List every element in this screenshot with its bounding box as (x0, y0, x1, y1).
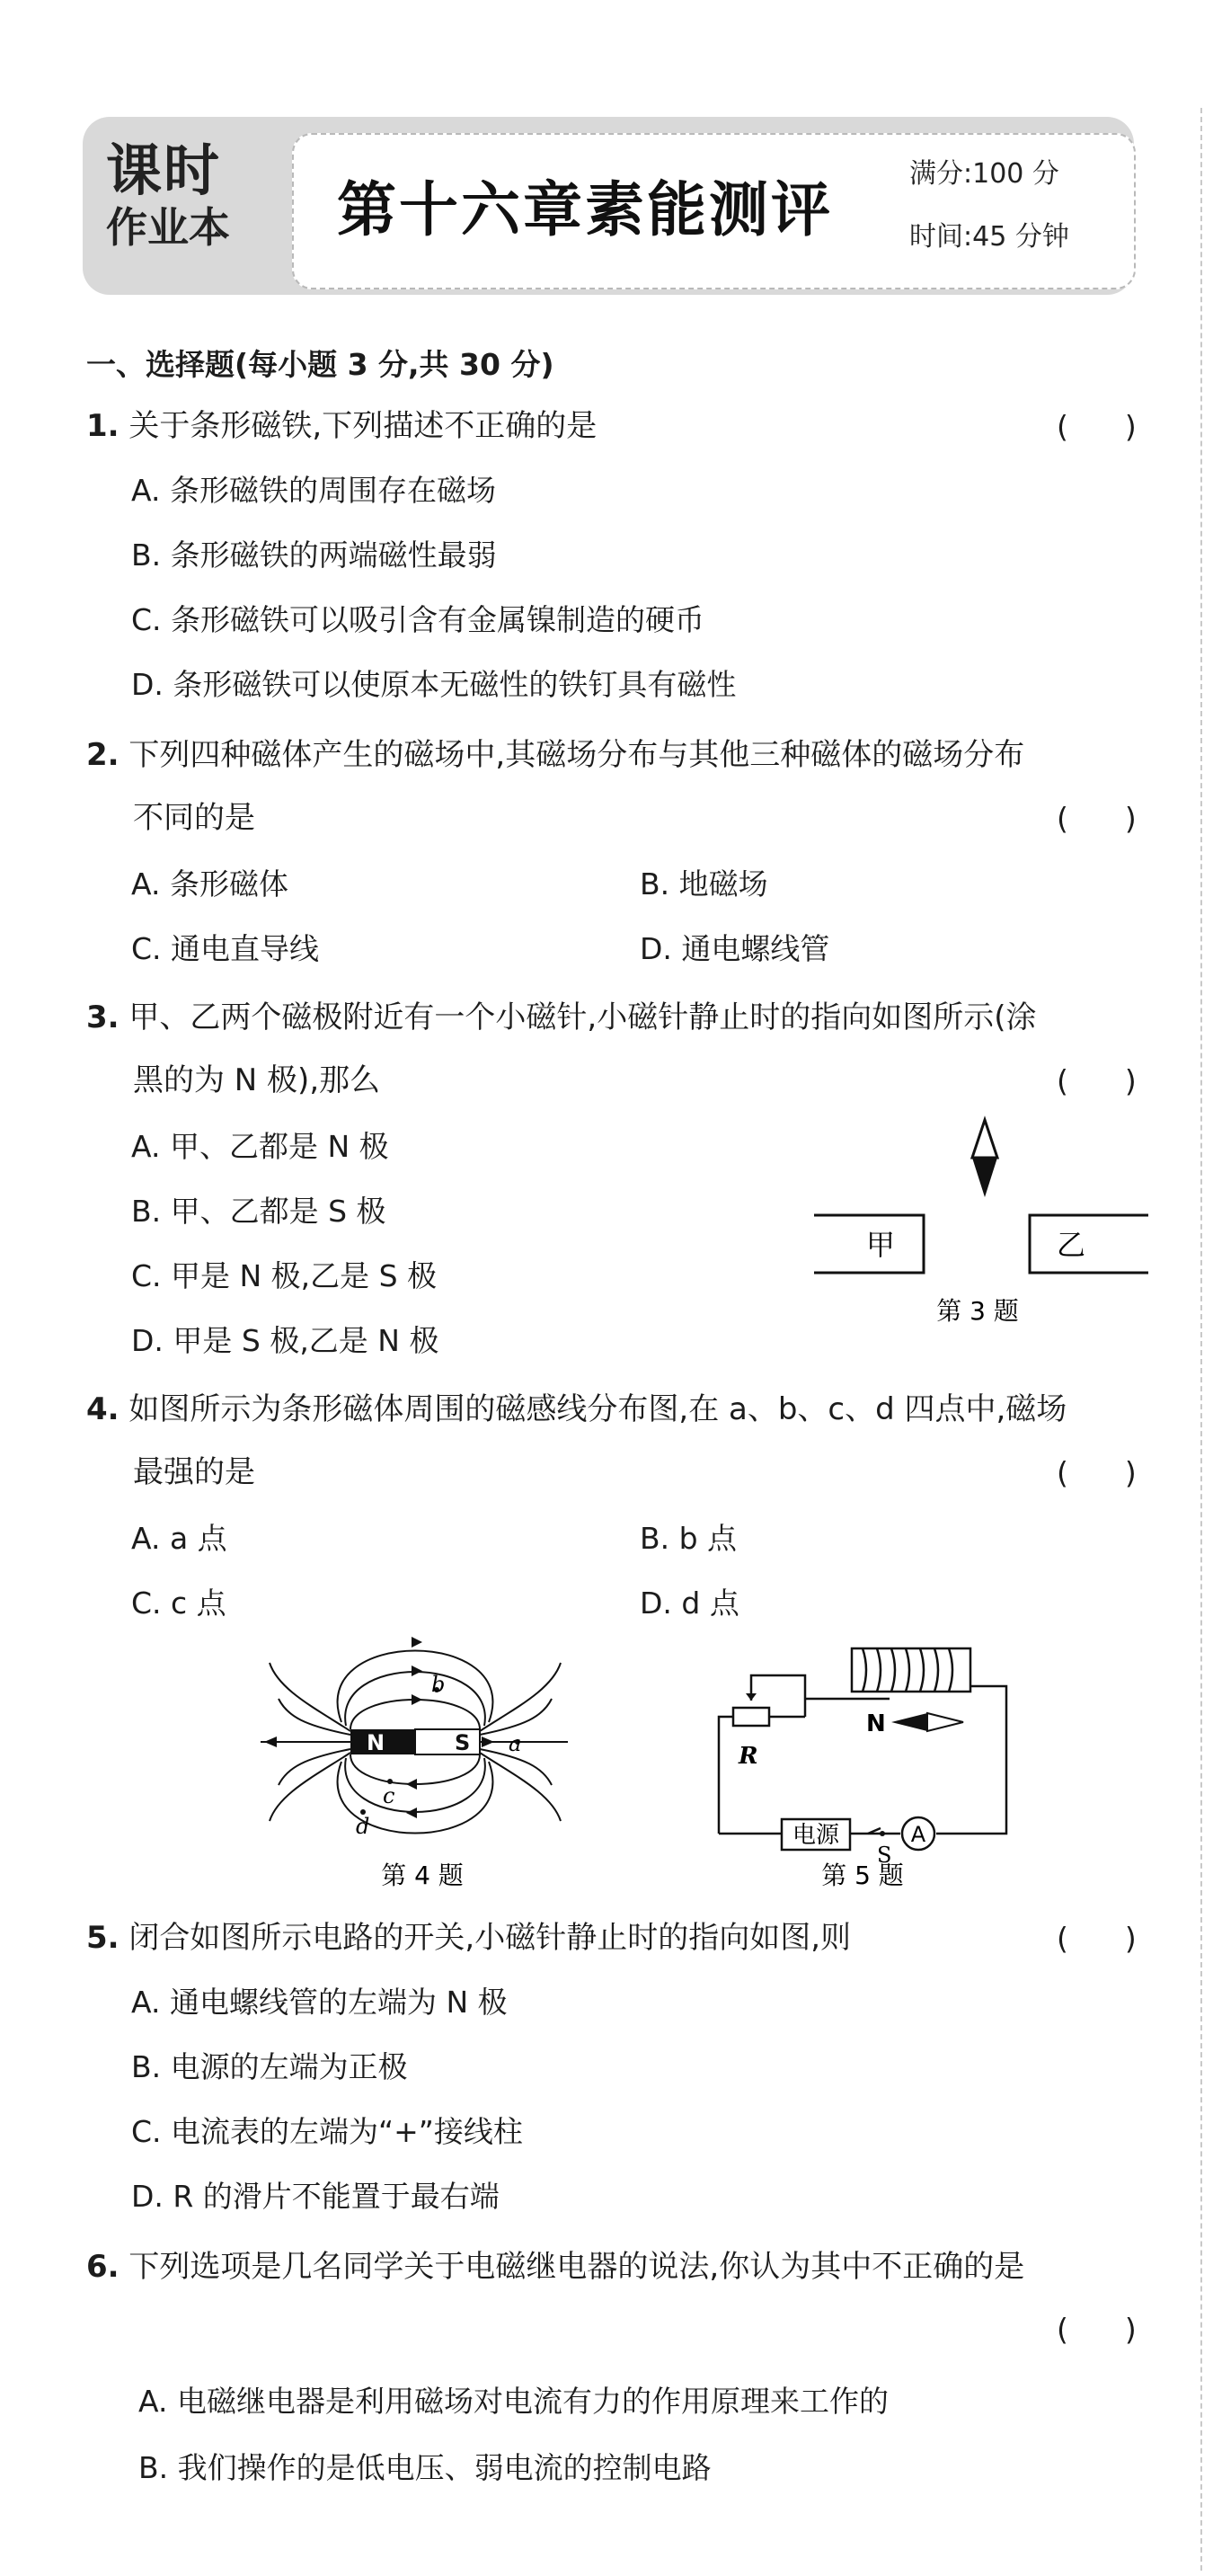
option-a: A. 条形磁体 (131, 866, 288, 902)
section-heading: 一、选择题(每小题 3 分,共 30 分) (86, 347, 554, 382)
question-1 (86, 406, 597, 446)
magnet-yi (1030, 1215, 1148, 1273)
question-number: 5. (86, 1920, 120, 1956)
point-c: c (383, 1783, 395, 1808)
field-arrows (264, 1637, 494, 1818)
option-b: B. 甲、乙都是 S 极 (131, 1194, 386, 1229)
circuit-wires (719, 1675, 1006, 1834)
question-4 (86, 1390, 1067, 1429)
question-6 (86, 2247, 1024, 2287)
label-yi: 乙 (1056, 1228, 1086, 1262)
label-n: N (866, 1710, 886, 1737)
option-c: C. 通电直导线 (131, 931, 320, 966)
logo-line1: 课时 (106, 138, 222, 203)
question-number: 6. (86, 2249, 120, 2285)
point-a: a (509, 1731, 522, 1756)
question-text: 关于条形磁铁,下列描述不正确的是 (128, 408, 598, 444)
solenoid (852, 1648, 970, 1692)
option-b: B. b 点 (640, 1521, 738, 1556)
option-a: A. a 点 (131, 1521, 227, 1556)
pole-n: N (367, 1730, 385, 1755)
figure-caption: 第 5 题 (821, 1861, 904, 1890)
bar-magnet (350, 1729, 480, 1755)
answer-paren: ( ) (1057, 1455, 1137, 1490)
option-d: D. R 的滑片不能置于最右端 (131, 2179, 500, 2214)
label-power: 电源 (792, 1822, 840, 1849)
question-number: 1. (86, 408, 120, 444)
slider-icon (746, 1693, 757, 1701)
question-5 (86, 1918, 851, 1958)
option-b: B. 条形磁铁的两端磁性最弱 (131, 537, 497, 573)
option-d: D. 通电螺线管 (640, 931, 830, 966)
option-b: B. 地磁场 (640, 866, 768, 902)
label-ammeter: A (910, 1822, 926, 1847)
compass-needle-icon (972, 1120, 997, 1197)
logo-line2: 作业本 (106, 203, 230, 252)
answer-paren: ( ) (1057, 2312, 1137, 2347)
score-info: 满分:100 分 (909, 158, 1059, 190)
answer-paren: ( ) (1057, 1063, 1137, 1098)
point-b: b (431, 1672, 446, 1697)
option-c: C. 条形磁铁可以吸引含有金属镍制造的硬币 (131, 602, 705, 637)
answer-paren: ( ) (1057, 1921, 1137, 1956)
logo (106, 139, 277, 253)
figure-q5 (701, 1636, 1042, 1896)
question-3-cont: 黑的为 N 极),那么 (133, 1062, 381, 1098)
label-r: R (739, 1743, 758, 1770)
rheostat (733, 1708, 769, 1726)
option-d: D. 甲是 S 极,乙是 N 极 (131, 1323, 439, 1358)
option-c: C. c 点 (131, 1586, 226, 1621)
question-number: 3. (86, 999, 120, 1035)
option-a: A. 通电螺线管的左端为 N 极 (131, 1985, 508, 2020)
option-c: C. 电流表的左端为“+”接线柱 (131, 2114, 523, 2149)
option-a: A. 甲、乙都是 N 极 (131, 1129, 389, 1164)
figure-caption: 第 3 题 (936, 1296, 1019, 1326)
option-b: B. 我们操作的是低电压、弱电流的控制电路 (138, 2450, 712, 2485)
question-3 (86, 998, 1036, 1037)
question-text: 如图所示为条形磁体周围的磁感线分布图,在 a、b、c、d 四点中,磁场 (128, 1391, 1067, 1427)
option-d: D. 条形磁铁可以使原本无磁性的铁钉具有磁性 (131, 667, 737, 702)
time-info: 时间:45 分钟 (909, 221, 1069, 253)
answer-paren: ( ) (1057, 801, 1137, 836)
point-d: d (356, 1814, 370, 1839)
question-4-cont: 最强的是 (133, 1454, 255, 1490)
option-a: A. 电磁继电器是利用磁场对电流有力的作用原理来工作的 (138, 2384, 889, 2419)
option-a: A. 条形磁铁的周围存在磁场 (131, 473, 496, 508)
question-text: 下列四种磁体产生的磁场中,其磁场分布与其他三种磁体的磁场分布 (128, 737, 1025, 773)
figure-caption: 第 4 题 (381, 1861, 464, 1890)
option-d: D. d 点 (640, 1586, 739, 1621)
question-number: 2. (86, 737, 120, 773)
option-c: C. 甲是 N 极,乙是 S 极 (131, 1258, 438, 1293)
question-text: 闭合如图所示电路的开关,小磁针静止时的指向如图,则 (128, 1920, 852, 1956)
question-2-cont: 不同的是 (133, 800, 255, 836)
page-edge-line (1200, 108, 1202, 2571)
option-b: B. 电源的左端为正极 (131, 2049, 408, 2084)
answer-paren: ( ) (1057, 409, 1137, 444)
label-switch: S (877, 1843, 892, 1868)
figure-q3 (809, 1115, 1168, 1330)
question-text: 下列选项是几名同学关于电磁继电器的说法,你认为其中不正确的是 (128, 2249, 1025, 2285)
page-title: 第十六章素能测评 (337, 174, 833, 244)
compass-needle-icon (891, 1713, 927, 1731)
label-jia: 甲 (865, 1228, 896, 1262)
question-2 (86, 735, 1024, 775)
question-text: 甲、乙两个磁极附近有一个小磁针,小磁针静止时的指向如图所示(涂 (128, 999, 1037, 1035)
magnet-jia (814, 1215, 924, 1273)
pole-s: S (455, 1730, 471, 1755)
question-number: 4. (86, 1391, 120, 1427)
figure-q4 (252, 1636, 593, 1896)
